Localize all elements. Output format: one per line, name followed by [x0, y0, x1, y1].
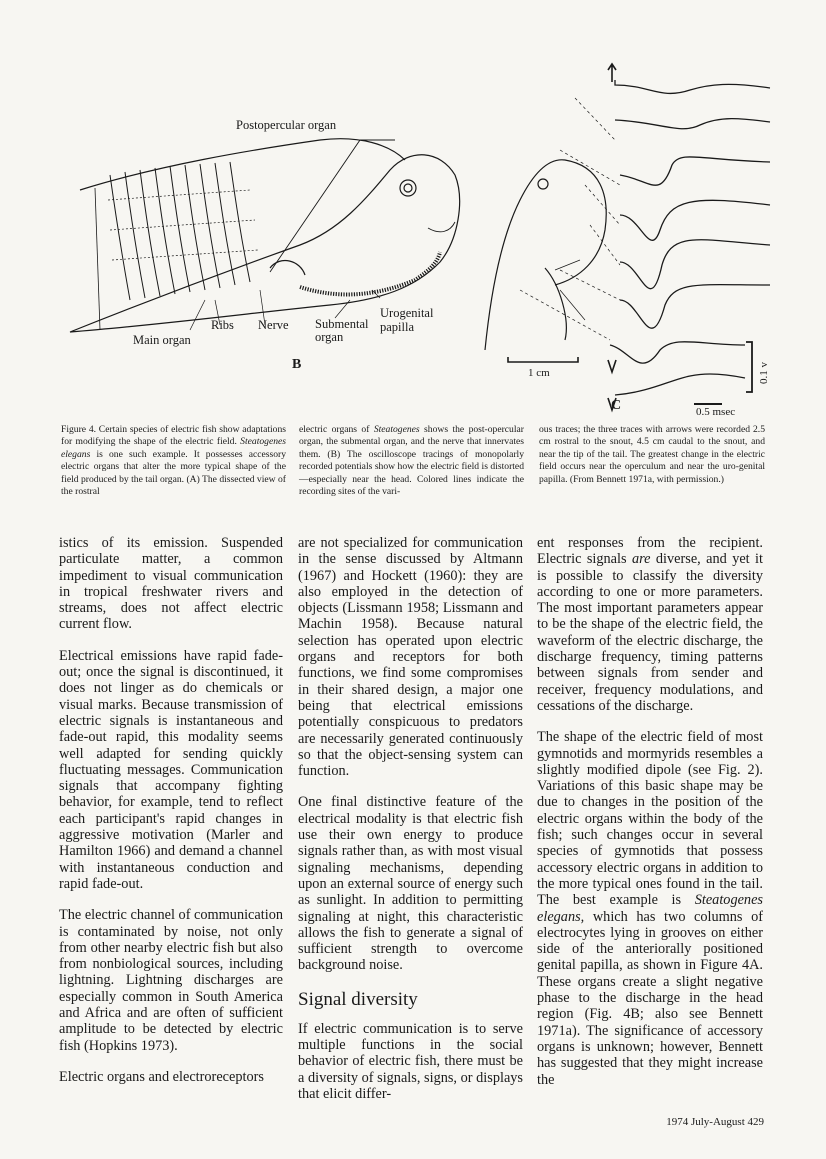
body-column-2 — [298, 535, 523, 1117]
caption-column-2: electric organs of Steatogenes shows the post-opercular organ, the submental organ, and the nerve that innervates them. (B) The oscilloscope tracings of monopolarly recorded potentials show how the electric field is distorted—especially near the head. Colored lines indicate the recording sites of the vari- — [299, 424, 524, 498]
page-footer: 1974 July-August 429 — [666, 1116, 764, 1128]
paragraph: The electric channel of communication is contaminated by noise, not only from other nearby electric fish but also from nonbiological sources, including lightning. Lightning discharges are especially common in South America and Africa and are often of sufficient amplitude to be detected by electric fish (Hopkins 1973). — [59, 907, 283, 1054]
label-nerve: Nerve — [258, 318, 289, 332]
label-postopercular-organ: Postopercular organ — [236, 118, 337, 132]
label-ribs: Ribs — [211, 318, 234, 332]
label-urogenital-papilla: Urogenital papilla — [380, 306, 434, 334]
caption-column-1: Figure 4. Certain species of electric fish show adaptations for modifying the shape of the electric field. Steatogenes elegans is one such example. It possesses accessory electric organs that alter the more typical shape of the field produced by the tail organ. (A) The dissected view of the rostral — [61, 424, 286, 498]
paragraph: Electric organs and electroreceptors — [59, 1068, 264, 1085]
paragraph: are not specialized for communication in the sense discussed by Altmann (1967) and Hockett (1960): they are also employed in the detection of objects (Lissmann 1958; Lissmann and Machin 1958). Because natural selection has operated upon electric organs and receptors for both functions, we find some compromises in their shared design, a major one being that electrical emissions potentially conspicuous to predators are necessarily generated continuously so that the object-sensing system can function. — [298, 535, 523, 780]
caption-figure-number: Figure 4. — [61, 424, 97, 435]
recording-lines — [520, 98, 620, 340]
label-submental-organ: Submental organ — [315, 317, 369, 344]
paragraph: If electric communication is to serve multiple functions in the social behavior of electric fish, there must be a diversity of signals, signs, or displays that elicit differ- — [298, 1020, 523, 1102]
oscilloscope-traces — [610, 80, 770, 395]
panel-label-b: B — [292, 357, 302, 372]
scale-bar-msec: 0.5 msec — [696, 406, 736, 418]
fish-head-outline — [485, 160, 606, 350]
label-main-organ: Main organ — [133, 333, 191, 347]
paragraph: Electrical emissions have rapid fade-out; once the signal is discontinued, it does not linger as do chemicals or visual marks. Because transmission of electric signals is instantaneous and fade-out rapid, this modality seems well adapted for sending quickly fluctuating messages. Communication signals that accompany fighting behavior, for example, tend to reflect each participant's rapid changes in aggressive motivation (Marler and Hamilton 1966) and demand a channel with instantaneous conduction and rapid fade-out. — [59, 647, 283, 892]
paragraph: One final distinctive feature of the electrical modality is that electric fish use their own energy to produce signals rather than, as with most visual signaling mechanisms, depending upon an external source of energy such as sunlight. In addition to permitting signaling at night, this characteristic allows the fish to generate a signal of sufficient strength to overcome background noise. — [298, 794, 523, 974]
panel-label-c: C — [611, 398, 622, 413]
body-column-3 — [537, 535, 763, 1103]
section-heading: Signal diversity — [298, 988, 418, 1010]
caption-column-3: ous traces; the three traces with arrows were recorded 2.5 cm rostral to the snout, 4.5 cm caudal to the snout, and near the tip of the tail. The greatest change in the electric field occurs near the operculum and near the uro-genital papilla. (From Bennett 1971a, with permission.) — [539, 424, 765, 485]
scale-bar-volts: 0.1 v — [758, 362, 770, 384]
paragraph: istics of its emission. Suspended particulate matter, a common impediment to visual communication in tropical freshwater rivers and streams, does not affect electric current flow. — [59, 535, 283, 633]
scale-bar-cm: 1 cm — [528, 367, 550, 379]
figure-4-illustration — [0, 0, 826, 420]
dissected-fish-drawing — [70, 139, 460, 332]
paragraph: ent responses from the recipient. Electric signals are diverse, and yet it is possible to classify the diversity according to one or more parameters. The most important parameters appear to be the shape of the electric field, the waveform of the electric discharge, the discharge frequency, timing patterns between signals from sender and receiver, frequency modulations, and cessations of the discharge. — [537, 535, 764, 714]
paragraph: The shape of the electric field of most gymnotids and mormyrids resembles a slightly modified dipole (see Fig. 2). Variations of this basic shape may be due to changes in the position of the electric organs within the body of the fish; such changes occur in several species of gymnotids that possess accessory electric organs in addition to the more typical ones found in the tail. The best example is Steatogenes elegans, which has two columns of electrocytes lying in grooves on either side of the anteriorally positioned genital papilla, as shown in Figure 4A. These organs create a slight negative phase to the discharge in the head region (Fig. 4B; also see Bennett 1971a). The significance of accessory organs is unknown; however, Bennett has suggested that they might increase the — [537, 729, 763, 1088]
body-column-1 — [59, 535, 283, 1100]
